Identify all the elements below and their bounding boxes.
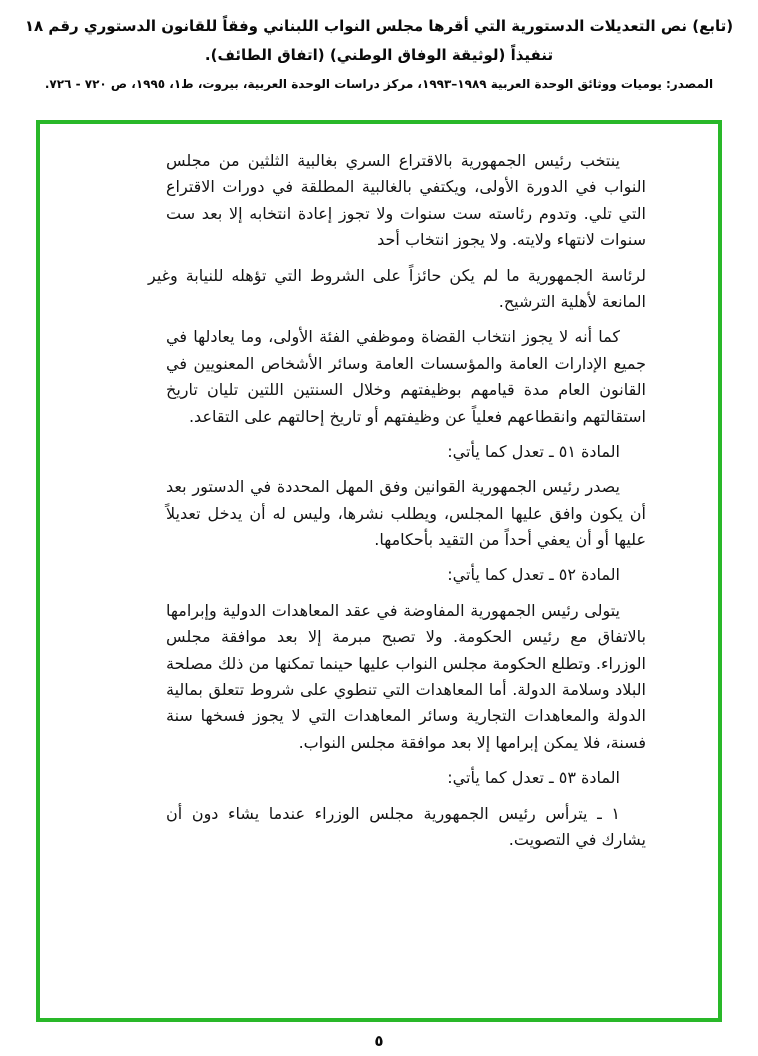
article-51-heading: المادة ٥١ ـ تعدل كما يأتي: [447,441,620,461]
page-number: ٥ [374,1032,384,1050]
article-52-heading: المادة ٥٢ ـ تعدل كما يأتي: [447,565,620,585]
body-text-column [40,124,718,853]
paragraph-article-52-body: يتولى رئيس الجمهورية المفاوضة في عقد المعاهدات الدولية وإبرامها بالاتفاق مع رئيس الحكومة. ولا تصبح مبرمة إلا بعد موافقة مجلس الوزراء. وتطلع الحكومة مجلس النواب عليها حينما تمكنها من ذلك مصلحة البلاد وسلامة الدولة. أما المعاهدات التي تنطوي على شروط تتعلق بمالية الدولة والمعاهدات التجارية وسائر المعاهدات التي لا يجوز فسخها سنة فسنة، فلا يمكن إبرامها إلا بعد موافقة مجلس النواب. [166,600,646,752]
paragraph-article-51-body: يصدر رئيس الجمهورية القوانين وفق المهل المحددة في الدستور بعد أن يكون وافق عليها المجلس، ويطلب نشرها، وليس له أن يدخل تعديلاً عليها أو أن يعفي أحداً من التقيد بأحكامها. [166,477,646,550]
content-border-box [36,120,722,1022]
document-header [0,0,758,94]
article-53-heading: المادة ٥٣ ـ تعدل كما يأتي: [447,768,620,788]
paragraph-judges-officials-restriction: كما أنه لا يجوز انتخاب القضاة وموظفي الفئة الأولى، وما يعادلها في جميع الإدارات العامة والمؤسسات العامة وسائر الأشخاص المعنويين في القانون العام مدة قيامهم بوظيفتهم وخلال السنتين اللتين تليان تاريخ استقالتهم وانقطاعهم فعلياً عن وظيفتهم أو تاريخ إحالتهم على التقاعد. [166,327,646,426]
document-title: (تابع) نص التعديلات الدستورية التي أقرها مجلس النواب اللبناني وفقاً للقانون الدستوري رقم ١٨ تنفيذاً (لوثيقة الوفاق الوطني) (اتفاق الطائف). [24,17,734,64]
source-citation-line: المصدر: يوميات ووثائق الوحدة العربية ١٩٨٩–١٩٩٣، مركز دراسات الوحدة العربية، بيروت، ط١، ١٩٩٥، ص ٧٢٠ - ٧٢٦. [44,77,714,91]
paragraph-presidential-election: ينتخب رئيس الجمهورية بالاقتراع السري بغالبية الثلثين من مجلس النواب في الدورة الأولى، ويكتفي بالغالبية المطلقة في دورات الاقتراع التي تلي. وتدوم رئاسته ست سنوات ولا تجوز إعادة انتخابه إلا بعد ست سنوات لانتهاء ولايته. ولا يجوز انتخاب أحد [166,151,646,250]
paragraph-presidency-eligibility: لرئاسة الجمهورية ما لم يكن حائزاً على الشروط التي تؤهله للنيابة وغير المانعة لأهلية الترشيح. [148,265,646,311]
paragraph-article-53-item-1: ١ ـ يترأس رئيس الجمهورية مجلس الوزراء عندما يشاء دون أن يشارك في التصويت. [166,803,646,849]
